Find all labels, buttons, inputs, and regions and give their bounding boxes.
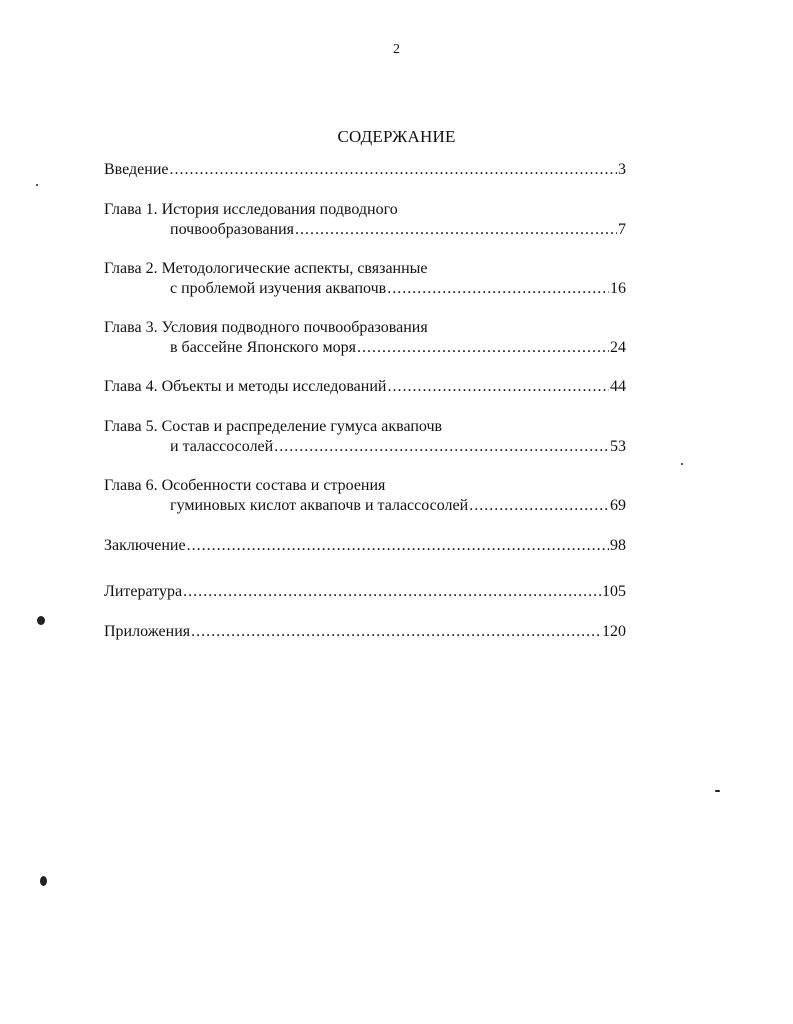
toc-entry-chapter-1: [104, 200, 626, 240]
toc-entry-label: Приложения: [104, 623, 191, 640]
toc-entry-label-continued: почвообразования: [170, 221, 295, 238]
toc-entry-label: Глава 1. История исследования подводного: [104, 201, 398, 218]
leader-dots: [187, 536, 609, 556]
toc-entry-chapter-3: [104, 318, 626, 358]
toc-entry-page: 98: [610, 537, 626, 554]
toc-entry-label: Глава 5. Состав и распределение гумуса аквапочв: [104, 418, 443, 435]
leader-dots: [183, 582, 601, 602]
toc-entry-page: 120: [602, 623, 626, 640]
toc-entry-page: 7: [618, 221, 626, 238]
toc-entry-chapter-6: [104, 476, 626, 516]
toc-entry-chapter-2: [104, 259, 626, 299]
scan-speck: [40, 876, 47, 886]
toc-entry-page: 69: [610, 497, 626, 514]
leader-dots: [387, 377, 609, 397]
scan-speck: [36, 184, 38, 186]
leader-dots: [295, 220, 617, 240]
toc-entry-page: 16: [610, 280, 626, 297]
toc-entry-appendices: [104, 622, 626, 642]
toc-entry-label: Глава 4. Объекты и методы исследований: [104, 378, 387, 395]
page-number: 2: [393, 42, 400, 57]
toc-entry-label: Глава 2. Методологические аспекты, связанные: [104, 260, 428, 277]
toc-entry-label: Введение: [104, 161, 169, 178]
leader-dots: [387, 279, 609, 299]
toc-entry-conclusion: [104, 536, 626, 556]
toc-entry-page: 44: [610, 378, 626, 395]
toc-entry-literature: [104, 582, 626, 602]
leader-dots: [274, 437, 609, 457]
leader-dots: [469, 496, 609, 516]
toc-title: СОДЕРЖАНИЕ: [337, 127, 456, 146]
leader-dots: [357, 338, 609, 358]
toc-entry-page: 105: [602, 583, 626, 600]
toc-entry-page: 24: [610, 339, 626, 356]
toc-entry-label-continued: в бассейне Японского моря: [170, 339, 357, 356]
toc-entry-label-continued: и талассосолей: [170, 438, 274, 455]
toc-entry-chapter-4: [104, 377, 626, 397]
toc-entry-label-continued: с проблемой изучения аквапочв: [170, 280, 387, 297]
toc-entry-label: Глава 6. Особенности состава и строения: [104, 477, 386, 494]
scan-speck: [681, 463, 683, 465]
scan-speck: [715, 790, 720, 792]
leader-dots: [191, 622, 601, 642]
toc-entry-label: Заключение: [104, 537, 186, 554]
toc-entry-page: 53: [610, 438, 626, 455]
toc-entry-chapter-5: [104, 417, 626, 457]
toc-entry-label: Литература: [104, 583, 183, 600]
toc-entry-page: 3: [618, 161, 626, 178]
leader-dots: [170, 160, 618, 180]
toc-entry-label: Глава 3. Условия подводного почвообразования: [104, 319, 428, 336]
toc-entry-label-continued: гуминовых кислот аквапочв и талассосолей: [170, 497, 469, 514]
scan-speck: [37, 616, 45, 625]
toc-entry-introduction: [104, 160, 626, 180]
